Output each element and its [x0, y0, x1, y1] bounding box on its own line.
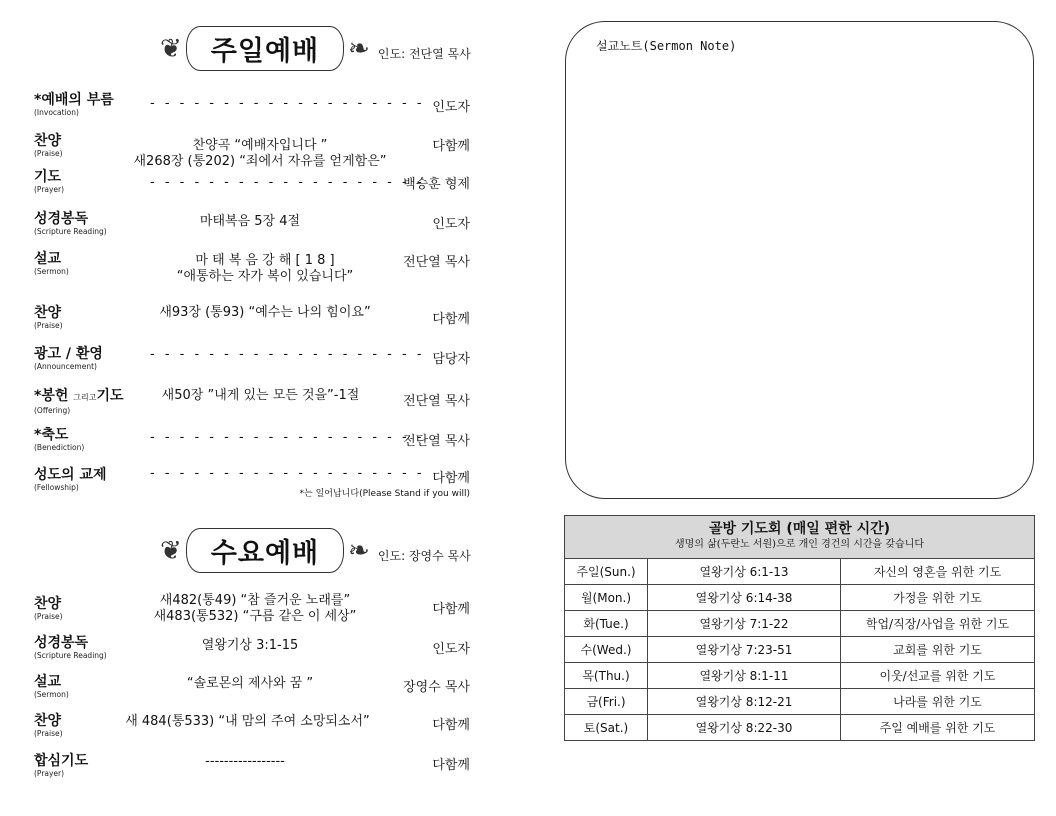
- ornament-right-icon: ❧: [348, 33, 370, 64]
- wednesday-title-banner: [160, 528, 471, 573]
- order-leader: 담당자: [432, 352, 470, 367]
- order-leader: 다함께: [432, 758, 470, 773]
- order-detail: - - - - - - - - - - - - - - - - - - -: [150, 430, 425, 445]
- order-leader: 인도자: [432, 642, 470, 657]
- order-detail: 새482(통49) “참 즐거운 노래를”: [159, 593, 351, 608]
- order-item: 설교 (Sermon): [34, 251, 69, 276]
- sermon-note-box: [565, 21, 1034, 499]
- order-leader: 전단열 목사: [403, 394, 470, 409]
- order-item: 성도의 교제 (Fellowship): [34, 467, 107, 492]
- order-leader: 인도자: [432, 217, 470, 232]
- prayer-table-subtitle: 생명의 삶(두란노 서원)으로 개인 경건의 시간을 갖습니다: [674, 539, 925, 550]
- order-item: 찬양 (Praise): [34, 596, 63, 621]
- ornament-left-icon: ❦: [160, 535, 182, 566]
- table-row: 목(Thu.) 열왕기상 8:1-11 이웃/선교를 위한 기도: [565, 663, 1035, 689]
- order-leader: 장영수 목사: [403, 680, 470, 695]
- order-item: 기도 (Prayer): [34, 169, 65, 194]
- stand-footnote: *는 일어납니다(Please Stand if you will): [299, 489, 470, 499]
- order-detail: -----------------: [205, 754, 285, 769]
- order-detail: 새50장 ”내게 있는 모든 것을”-1절: [161, 388, 360, 403]
- order-detail: - - - - - - - - - - - - - - - - - - -: [150, 96, 425, 111]
- wednesday-title: 수요예배: [186, 528, 344, 573]
- order-detail: - - - - - - - - - - - - - - - - - - -: [150, 466, 425, 481]
- order-leader: 다함께: [432, 139, 470, 154]
- order-leader: 다함께: [432, 471, 470, 486]
- order-detail: 찬양곡 “예배자입니다 ”: [192, 138, 328, 153]
- order-item: 찬양 (Praise): [34, 713, 63, 738]
- order-item: *봉헌 그리고기도 (Offering): [34, 388, 124, 415]
- order-detail: - - - - - - - - - - - - - - - - - - -: [150, 175, 425, 190]
- table-row: 토(Sat.) 열왕기상 8:22-30 주일 예배를 위한 기도: [565, 715, 1035, 741]
- sermon-note-title: 설교노트(Sermon Note): [596, 39, 737, 53]
- order-leader: 전단열 목사: [403, 434, 470, 449]
- order-item: 합심기도 (Prayer): [34, 753, 89, 778]
- order-detail: “솔로몬의 제사와 꿈 ”: [186, 676, 314, 691]
- table-row: 금(Fri.) 열왕기상 8:12-21 나라를 위한 기도: [565, 689, 1035, 715]
- order-detail: 마 태 복 음 강 해 [ 1 8 ]: [195, 253, 335, 268]
- order-detail-line2: 새483(통532) “구름 같은 이 세상”: [153, 609, 357, 624]
- order-leader: 다함께: [432, 312, 470, 327]
- sunday-title-banner: [160, 26, 471, 71]
- order-item: *예배의 부름 (Invocation): [34, 92, 114, 117]
- order-leader: 다함께: [432, 602, 470, 617]
- order-leader: 백승훈 형제: [403, 177, 470, 192]
- prayer-table-header: [565, 516, 1035, 559]
- table-row: 주일(Sun.) 열왕기상 6:1-13 자신의 영혼을 위한 기도: [565, 559, 1035, 585]
- order-item: 찬양 (Praise): [34, 133, 63, 158]
- order-detail-line2: 새268장 (통202) “죄에서 자유를 얻게함은”: [133, 154, 387, 169]
- order-item: 광고 / 환영 (Announcement): [34, 346, 103, 371]
- order-leader: 전단열 목사: [403, 255, 470, 270]
- table-row: 월(Mon.) 열왕기상 6:14-38 가정을 위한 기도: [565, 585, 1035, 611]
- order-detail: 열왕기상 3:1-15: [201, 638, 299, 653]
- order-detail-line2: “애통하는 자가 복이 있습니다”: [176, 269, 354, 284]
- order-leader: 인도자: [432, 100, 470, 115]
- order-detail: 마태복음 5장 4절: [199, 214, 301, 229]
- prayer-schedule-table: [564, 515, 1035, 741]
- order-detail: - - - - - - - - - - - - - - - - - - -: [150, 347, 425, 362]
- ornament-left-icon: ❦: [160, 33, 182, 64]
- order-item: 성경봉독 (Scripture Reading): [34, 211, 107, 236]
- prayer-table-title: 골방 기도회 (매일 편한 시간): [708, 521, 891, 537]
- order-detail: 새93장 (통93) “예수는 나의 힘이요”: [159, 305, 371, 320]
- order-item: 찬양 (Praise): [34, 305, 63, 330]
- order-item: 성경봉독 (Scripture Reading): [34, 635, 107, 660]
- table-row: 수(Wed.) 열왕기상 7:23-51 교회를 위한 기도: [565, 637, 1035, 663]
- order-item: 설교 (Sermon): [34, 674, 69, 699]
- sunday-title: 주일예배: [186, 26, 344, 71]
- table-row: 화(Tue.) 열왕기상 7:1-22 학업/직장/사업을 위한 기도: [565, 611, 1035, 637]
- order-leader: 다함께: [432, 718, 470, 733]
- ornament-right-icon: ❧: [348, 535, 370, 566]
- sunday-leader: 인도: 전단열 목사: [377, 47, 471, 61]
- order-item: *축도 (Benediction): [34, 427, 85, 452]
- order-detail: 새 484(통533) “내 맘의 주여 소망되소서”: [125, 714, 370, 729]
- wednesday-leader: 인도: 장영수 목사: [377, 549, 471, 563]
